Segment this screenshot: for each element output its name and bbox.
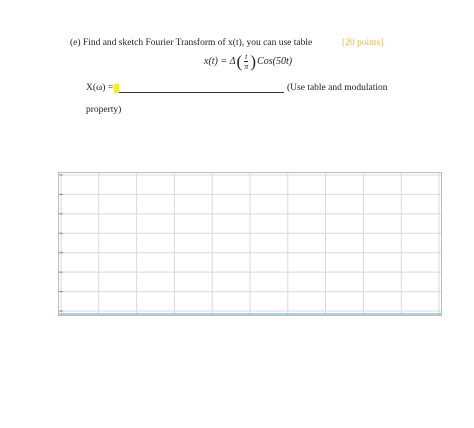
answer-hint-continued: property) (86, 105, 122, 115)
equation-fraction (244, 52, 248, 71)
equation-left-paren: ( (236, 51, 243, 71)
equation-right-paren: ) (250, 51, 257, 71)
answer-blank-line[interactable] (119, 92, 284, 93)
equation-lhs: x(t) = Δ (204, 56, 236, 67)
points-badge: [20 points] (342, 38, 384, 48)
answer-hint: (Use table and modulation (287, 83, 388, 93)
question-text (70, 38, 312, 48)
grid-canvas (59, 173, 441, 315)
question-body: Find and sketch Fourier Transform of x(t), you can use table (82, 38, 313, 48)
equation-rhs: Cos(50t) (257, 56, 293, 67)
fraction-numerator: t (245, 52, 248, 61)
equation (204, 52, 292, 71)
sketch-grid[interactable] (58, 172, 442, 316)
fraction-denominator: π (244, 62, 249, 71)
answer-label: X(ω) = (86, 83, 114, 93)
question-label: (e) (70, 38, 81, 48)
